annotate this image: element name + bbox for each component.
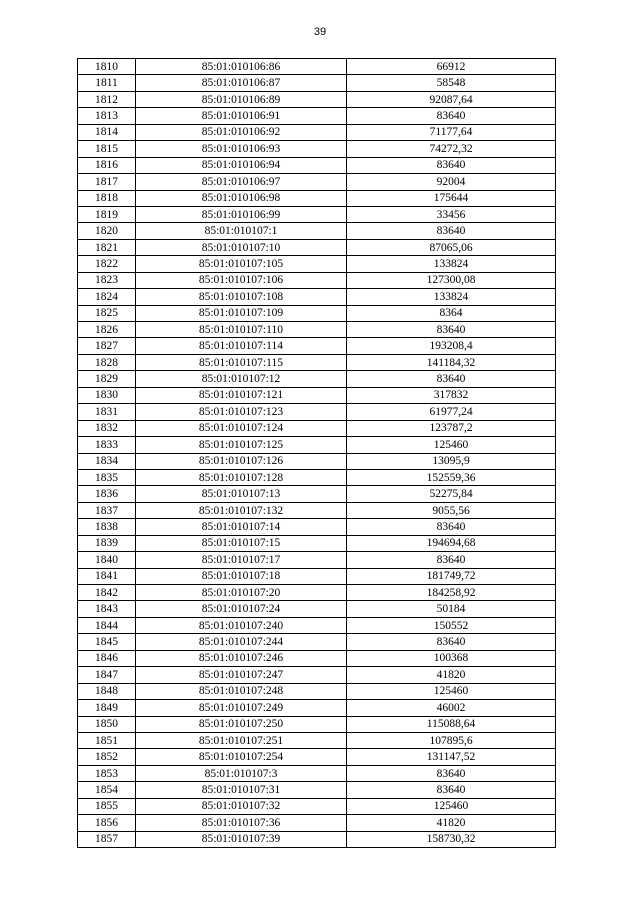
- value-cell: 61977,24: [347, 404, 556, 420]
- cadastral-number-cell: 85:01:010107:123: [136, 404, 347, 420]
- value-cell: 71177,64: [347, 124, 556, 140]
- cadastral-number-cell: 85:01:010107:108: [136, 289, 347, 305]
- cadastral-number-cell: 85:01:010106:94: [136, 157, 347, 173]
- cadastral-number-cell: 85:01:010107:39: [136, 831, 347, 847]
- row-number-cell: 1854: [78, 782, 136, 798]
- cadastral-number-cell: 85:01:010107:244: [136, 634, 347, 650]
- row-number-cell: 1837: [78, 502, 136, 518]
- table-row: [78, 174, 556, 190]
- table-row: [78, 617, 556, 633]
- row-number-cell: 1817: [78, 174, 136, 190]
- table-row: [78, 108, 556, 124]
- value-cell: 33456: [347, 206, 556, 222]
- cadastral-number-cell: 85:01:010107:248: [136, 683, 347, 699]
- row-number-cell: 1839: [78, 535, 136, 551]
- row-number-cell: 1853: [78, 765, 136, 781]
- value-cell: 125460: [347, 683, 556, 699]
- value-cell: 50184: [347, 601, 556, 617]
- cadastral-number-cell: 85:01:010107:115: [136, 354, 347, 370]
- table-row: [78, 486, 556, 502]
- value-cell: 58548: [347, 75, 556, 91]
- table-row: [78, 469, 556, 485]
- cadastral-number-cell: 85:01:010106:93: [136, 141, 347, 157]
- table-row: [78, 59, 556, 75]
- value-cell: 107895,6: [347, 732, 556, 748]
- value-cell: 131147,52: [347, 749, 556, 765]
- row-number-cell: 1831: [78, 404, 136, 420]
- value-cell: 317832: [347, 387, 556, 403]
- cadastral-number-cell: 85:01:010107:114: [136, 338, 347, 354]
- cadastral-number-cell: 85:01:010107:128: [136, 469, 347, 485]
- value-cell: 194694,68: [347, 535, 556, 551]
- cadastral-number-cell: 85:01:010107:121: [136, 387, 347, 403]
- table-row: [78, 601, 556, 617]
- cadastral-number-cell: 85:01:010107:126: [136, 453, 347, 469]
- table-row: [78, 387, 556, 403]
- cadastral-number-cell: 85:01:010107:132: [136, 502, 347, 518]
- table-row: [78, 667, 556, 683]
- cadastral-number-cell: 85:01:010107:240: [136, 617, 347, 633]
- table-row: [78, 322, 556, 338]
- row-number-cell: 1822: [78, 256, 136, 272]
- cadastral-number-cell: 85:01:010106:98: [136, 190, 347, 206]
- row-number-cell: 1855: [78, 798, 136, 814]
- row-number-cell: 1816: [78, 157, 136, 173]
- value-cell: 87065,06: [347, 239, 556, 255]
- value-cell: 115088,64: [347, 716, 556, 732]
- table-row: [78, 141, 556, 157]
- table-row: [78, 798, 556, 814]
- cadastral-number-cell: 85:01:010107:18: [136, 568, 347, 584]
- row-number-cell: 1856: [78, 815, 136, 831]
- row-number-cell: 1814: [78, 124, 136, 140]
- value-cell: 127300,08: [347, 272, 556, 288]
- row-number-cell: 1812: [78, 91, 136, 107]
- page-number: 39: [313, 26, 327, 38]
- cadastral-number-cell: 85:01:010107:246: [136, 650, 347, 666]
- cadastral-number-cell: 85:01:010106:92: [136, 124, 347, 140]
- cadastral-number-cell: 85:01:010106:86: [136, 59, 347, 75]
- table-row: [78, 157, 556, 173]
- table-row: [78, 502, 556, 518]
- cadastral-number-cell: 85:01:010107:110: [136, 322, 347, 338]
- cadastral-number-cell: 85:01:010107:36: [136, 815, 347, 831]
- cadastral-number-cell: 85:01:010107:105: [136, 256, 347, 272]
- table-row: [78, 239, 556, 255]
- row-number-cell: 1815: [78, 141, 136, 157]
- cadastral-number-cell: 85:01:010107:247: [136, 667, 347, 683]
- value-cell: 141184,32: [347, 354, 556, 370]
- row-number-cell: 1848: [78, 683, 136, 699]
- value-cell: 46002: [347, 700, 556, 716]
- cadastral-number-cell: 85:01:010107:14: [136, 519, 347, 535]
- cadastral-table-container: [77, 58, 555, 848]
- row-number-cell: 1826: [78, 322, 136, 338]
- value-cell: 74272,32: [347, 141, 556, 157]
- row-number-cell: 1852: [78, 749, 136, 765]
- cadastral-number-cell: 85:01:010107:250: [136, 716, 347, 732]
- row-number-cell: 1819: [78, 206, 136, 222]
- cadastral-number-cell: 85:01:010107:251: [136, 732, 347, 748]
- value-cell: 193208,4: [347, 338, 556, 354]
- table-row: [78, 782, 556, 798]
- value-cell: 150552: [347, 617, 556, 633]
- row-number-cell: 1835: [78, 469, 136, 485]
- table-row: [78, 716, 556, 732]
- table-row: [78, 437, 556, 453]
- row-number-cell: 1836: [78, 486, 136, 502]
- table-row: [78, 585, 556, 601]
- value-cell: 8364: [347, 305, 556, 321]
- row-number-cell: 1851: [78, 732, 136, 748]
- cadastral-number-cell: 85:01:010107:31: [136, 782, 347, 798]
- row-number-cell: 1840: [78, 552, 136, 568]
- row-number-cell: 1847: [78, 667, 136, 683]
- value-cell: 13095,9: [347, 453, 556, 469]
- cadastral-number-cell: 85:01:010107:125: [136, 437, 347, 453]
- cadastral-number-cell: 85:01:010106:89: [136, 91, 347, 107]
- row-number-cell: 1834: [78, 453, 136, 469]
- table-row: [78, 256, 556, 272]
- row-number-cell: 1820: [78, 223, 136, 239]
- table-row: [78, 289, 556, 305]
- table-row: [78, 206, 556, 222]
- row-number-cell: 1846: [78, 650, 136, 666]
- cadastral-number-cell: 85:01:010107:124: [136, 420, 347, 436]
- value-cell: 66912: [347, 59, 556, 75]
- cadastral-number-cell: 85:01:010107:12: [136, 371, 347, 387]
- row-number-cell: 1813: [78, 108, 136, 124]
- value-cell: 9055,56: [347, 502, 556, 518]
- row-number-cell: 1810: [78, 59, 136, 75]
- value-cell: 83640: [347, 782, 556, 798]
- cadastral-number-cell: 85:01:010107:109: [136, 305, 347, 321]
- table-row: [78, 305, 556, 321]
- table-row: [78, 535, 556, 551]
- value-cell: 83640: [347, 552, 556, 568]
- cadastral-number-cell: 85:01:010106:97: [136, 174, 347, 190]
- value-cell: 125460: [347, 437, 556, 453]
- table-row: [78, 190, 556, 206]
- cadastral-number-cell: 85:01:010106:99: [136, 206, 347, 222]
- row-number-cell: 1838: [78, 519, 136, 535]
- table-row: [78, 91, 556, 107]
- table-row: [78, 338, 556, 354]
- table-row: [78, 749, 556, 765]
- cadastral-number-cell: 85:01:010107:32: [136, 798, 347, 814]
- table-row: [78, 519, 556, 535]
- value-cell: 92004: [347, 174, 556, 190]
- value-cell: 83640: [347, 519, 556, 535]
- cadastral-number-cell: 85:01:010107:3: [136, 765, 347, 781]
- value-cell: 41820: [347, 815, 556, 831]
- row-number-cell: 1824: [78, 289, 136, 305]
- value-cell: 152559,36: [347, 469, 556, 485]
- row-number-cell: 1818: [78, 190, 136, 206]
- row-number-cell: 1857: [78, 831, 136, 847]
- table-row: [78, 420, 556, 436]
- cadastral-number-cell: 85:01:010107:20: [136, 585, 347, 601]
- table-row: [78, 404, 556, 420]
- cadastral-number-cell: 85:01:010107:1: [136, 223, 347, 239]
- cadastral-number-cell: 85:01:010106:91: [136, 108, 347, 124]
- value-cell: 158730,32: [347, 831, 556, 847]
- value-cell: 83640: [347, 371, 556, 387]
- row-number-cell: 1829: [78, 371, 136, 387]
- value-cell: 83640: [347, 223, 556, 239]
- table-row: [78, 634, 556, 650]
- row-number-cell: 1841: [78, 568, 136, 584]
- value-cell: 41820: [347, 667, 556, 683]
- table-row: [78, 815, 556, 831]
- value-cell: 83640: [347, 157, 556, 173]
- value-cell: 52275,84: [347, 486, 556, 502]
- value-cell: 175644: [347, 190, 556, 206]
- table-row: [78, 124, 556, 140]
- table-row: [78, 568, 556, 584]
- cadastral-number-cell: 85:01:010107:254: [136, 749, 347, 765]
- table-row: [78, 700, 556, 716]
- row-number-cell: 1845: [78, 634, 136, 650]
- table-row: [78, 453, 556, 469]
- row-number-cell: 1844: [78, 617, 136, 633]
- table-row: [78, 831, 556, 847]
- cadastral-number-cell: 85:01:010107:24: [136, 601, 347, 617]
- value-cell: 133824: [347, 289, 556, 305]
- row-number-cell: 1827: [78, 338, 136, 354]
- cadastral-table: [77, 58, 556, 848]
- row-number-cell: 1825: [78, 305, 136, 321]
- row-number-cell: 1828: [78, 354, 136, 370]
- table-row: [78, 75, 556, 91]
- table-row: [78, 223, 556, 239]
- row-number-cell: 1832: [78, 420, 136, 436]
- cadastral-number-cell: 85:01:010107:106: [136, 272, 347, 288]
- table-row: [78, 272, 556, 288]
- value-cell: 83640: [347, 322, 556, 338]
- row-number-cell: 1821: [78, 239, 136, 255]
- cadastral-number-cell: 85:01:010107:10: [136, 239, 347, 255]
- table-body: [78, 59, 556, 848]
- value-cell: 181749,72: [347, 568, 556, 584]
- table-row: [78, 765, 556, 781]
- value-cell: 83640: [347, 634, 556, 650]
- table-row: [78, 650, 556, 666]
- table-row: [78, 732, 556, 748]
- cadastral-number-cell: 85:01:010106:87: [136, 75, 347, 91]
- value-cell: 100368: [347, 650, 556, 666]
- value-cell: 125460: [347, 798, 556, 814]
- row-number-cell: 1849: [78, 700, 136, 716]
- row-number-cell: 1811: [78, 75, 136, 91]
- value-cell: 92087,64: [347, 91, 556, 107]
- cadastral-number-cell: 85:01:010107:17: [136, 552, 347, 568]
- value-cell: 184258,92: [347, 585, 556, 601]
- row-number-cell: 1842: [78, 585, 136, 601]
- table-row: [78, 371, 556, 387]
- table-row: [78, 354, 556, 370]
- value-cell: 133824: [347, 256, 556, 272]
- row-number-cell: 1833: [78, 437, 136, 453]
- value-cell: 123787,2: [347, 420, 556, 436]
- row-number-cell: 1850: [78, 716, 136, 732]
- row-number-cell: 1823: [78, 272, 136, 288]
- row-number-cell: 1830: [78, 387, 136, 403]
- cadastral-number-cell: 85:01:010107:13: [136, 486, 347, 502]
- row-number-cell: 1843: [78, 601, 136, 617]
- table-row: [78, 683, 556, 699]
- table-row: [78, 552, 556, 568]
- value-cell: 83640: [347, 765, 556, 781]
- cadastral-number-cell: 85:01:010107:15: [136, 535, 347, 551]
- value-cell: 83640: [347, 108, 556, 124]
- cadastral-number-cell: 85:01:010107:249: [136, 700, 347, 716]
